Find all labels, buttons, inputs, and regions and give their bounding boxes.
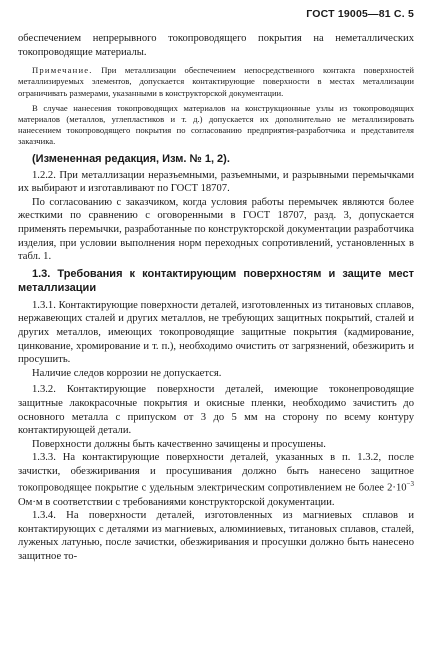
clause-1-3-2: 1.3.2. Контактирующие поверхности деталей, имеющие токонепроводящие защитные лакокрасочные покрытия и окисные пленки, необходимо зачистить до основного металла с припуском от 3 до 5 мм на сторону по всему контуру контактирующей детали. (18, 384, 414, 437)
note-text: При металлизации обеспечением непосредственного контакта поверхностей металлизируемых элементов, допускается контактирующие поверхности в местах металлизации ограничивать размерами, указанными в конструкторской документации. (18, 65, 414, 98)
running-header: ГОСТ 19005—81 С. 5 (306, 8, 414, 20)
clause-cleaning: Поверхности должны быть качественно зачищены и просушены. (32, 438, 326, 450)
paragraph-continuation: обеспечением непрерывного токопроводящего покрытия на неметаллических токопроводящие материалы. (18, 33, 414, 58)
clause-1-3-3-text-a: 1.3.3. На контактирующие поверхности деталей, указанных в п. 1.3.2, после зачистки, обезжиривания и просушивания должно быть нанесено защитное токопроводящее покрытие с удельным электрическим сопротивлением не более 2·10 (18, 452, 414, 495)
revision-note: (Измененная редакция, Изм. № 1, 2). (32, 152, 230, 165)
document-page (18, 6, 414, 564)
note-label: Примечание. (32, 65, 93, 76)
clause-1-2-2: 1.2.2. При металлизации неразъемными, разъемными, и разрывными перемычками их выбирают и изготавливают по ГОСТ 18707. (18, 169, 414, 195)
clause-1-3-1: 1.3.1. Контактирующие поверхности деталей, изготовленных из титановых сплавов, нержавеющих сталей и других металлов, не требующих защитных покрытий, сталей и других металлов, имеющих токопроводящие защитные покрытия (кадмирование, цинкование, хромирование и т. п.), необходимо очистить от загрязнений, обезжирить и просушить. (18, 299, 414, 366)
clause-agreement: По согласованию с заказчиком, когда условия работы перемычек являются более жесткими по сравнению с оговоренными в ГОСТ 18707, разд. 3, допускается применять перемычки, разработанные по конструкторской документации разработчика изделия, при условии выполнения норм переходных сопротивлений, установленных в табл. 1. (18, 196, 414, 263)
note-paragraph-2: В случае нанесения токопроводящих материалов на конструкционные узлы из токопроводящих материалов (металлов, углепластиков и т. д.) допускается их дополнительно не металлизировать нанесением токопроводящего покрытия по согласованию предприятия-разработчика и представителя заказчика. (18, 102, 414, 147)
clause-1-3-3-text-b: Ом·м в соответствии с требованиями конструкторской документации. (18, 496, 335, 508)
clause-1-3-4: 1.3.4. На поверхности деталей, изготовленных из магниевых сплавов и контактирующих с деталями из магниевых, алюминиевых, титановых сплавов, сталей, луженых латунью, после зачистки, обезжиривания и просушки должно быть нанесено защитное то- (18, 510, 414, 562)
section-heading-1-3: 1.3. Требования к контактирующим поверхностям и защите мест металлизации (18, 267, 414, 294)
clause-1-3-3 (18, 451, 414, 509)
exponent: −3 (406, 480, 414, 489)
clause-corrosion: Наличие следов коррозии не допускается. (32, 367, 222, 379)
note-paragraph (18, 65, 414, 99)
